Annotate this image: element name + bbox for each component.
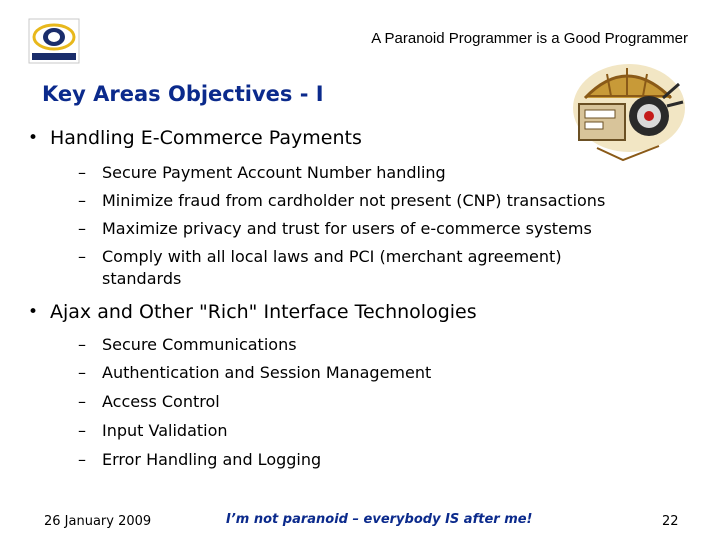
sub-item: [78, 449, 688, 471]
sub-item-text: Error Handling and Logging: [102, 450, 322, 469]
sub-item: [78, 420, 688, 442]
sub-item-text: Minimize fraud from cardholder not present (CNP) transactions: [102, 191, 606, 210]
dash-icon: –: [78, 219, 86, 238]
sub-item: [78, 190, 688, 212]
page-number: 22: [662, 514, 679, 529]
dash-icon: –: [78, 247, 86, 266]
header-title: A Paranoid Programmer is a Good Programmer: [371, 30, 688, 47]
sub-item-text: Access Control: [102, 392, 220, 411]
bullet-item: [28, 126, 362, 150]
sub-item-text: Comply with all local laws and PCI (merchant agreement) standards: [102, 247, 562, 288]
dash-icon: –: [78, 392, 86, 411]
bullet-dot-icon: •: [28, 302, 39, 322]
dash-icon: –: [78, 363, 86, 382]
bullet-text: Handling E-Commerce Payments: [50, 127, 362, 149]
sub-item: [78, 218, 688, 240]
sub-item-text: Secure Payment Account Number handling: [102, 163, 446, 182]
bullet-text: Ajax and Other "Rich" Interface Technologies: [50, 301, 477, 323]
bullet-dot-icon: •: [28, 128, 39, 148]
slide-title: Key Areas Objectives - I: [42, 82, 324, 106]
footer-date: 26 January 2009: [44, 514, 152, 529]
footer-motto: I’m not paranoid – everybody IS after me!: [226, 512, 533, 527]
dash-icon: –: [78, 163, 86, 182]
sub-item: [78, 246, 618, 290]
dash-icon: –: [78, 191, 86, 210]
sub-item-text: Authentication and Session Management: [102, 363, 432, 382]
dash-icon: –: [78, 450, 86, 469]
sub-item-text: Secure Communications: [102, 335, 297, 354]
sub-item: [78, 162, 688, 184]
sub-item: [78, 362, 688, 384]
sub-item: [78, 391, 688, 413]
security-payment-clipart-icon: [567, 58, 687, 164]
dash-icon: –: [78, 421, 86, 440]
bullet-item: [28, 300, 477, 324]
organization-logo-icon: [28, 18, 80, 64]
sub-item-text: Maximize privacy and trust for users of e-commerce systems: [102, 219, 592, 238]
sub-item-text: Input Validation: [102, 421, 228, 440]
sub-item: [78, 334, 688, 356]
dash-icon: –: [78, 335, 86, 354]
